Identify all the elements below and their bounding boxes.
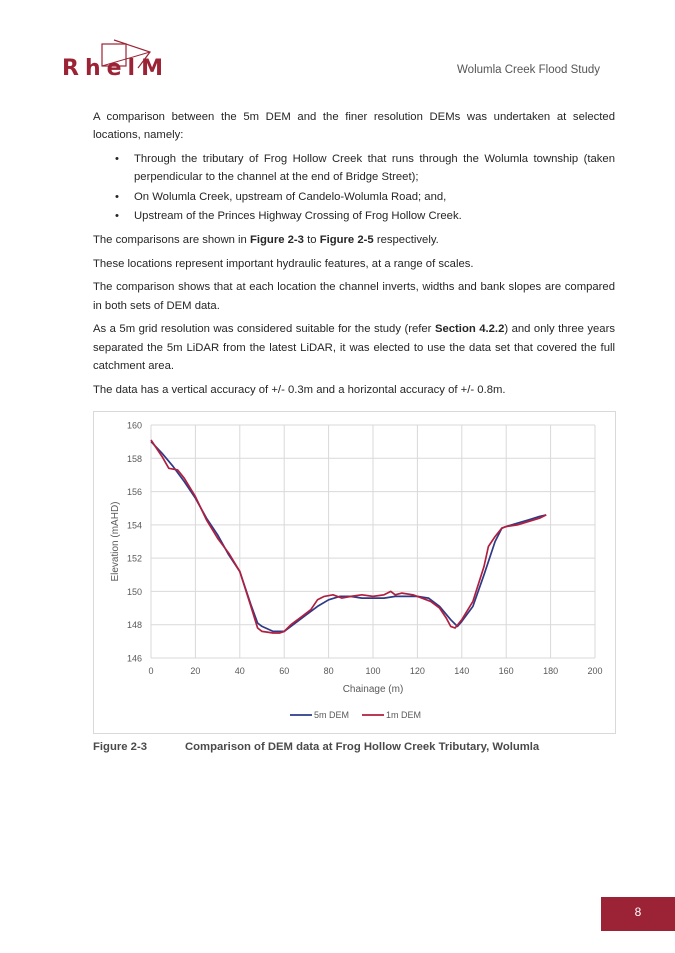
x-tick-label: 100 — [365, 666, 381, 676]
y-tick-label: 152 — [126, 553, 142, 564]
figure-number: Figure 2-3 — [93, 741, 147, 753]
text-run: ) and only three years separated the 5m LiDAR from the latest LiDAR, it was elected to use the data set that covered the full catchment area. — [93, 323, 615, 373]
text-run: As a 5m grid resolution was considered suitable for the study (refer — [93, 323, 435, 336]
page-number: 8 — [601, 897, 675, 931]
paragraph-intro: A comparison between the 5m DEM and the finer resolution DEMs was undertaken at selected locations, namely: — [93, 111, 615, 142]
y-tick-label: 158 — [126, 453, 142, 464]
paragraph-locations: These locations represent important hydraulic features, at a range of scales. — [93, 257, 474, 270]
legend-label: 1m DEM — [386, 710, 422, 720]
list-item-text: Upstream of the Princes Highway Crossing of Frog Hollow Creek. — [134, 209, 462, 222]
elevation-chart — [94, 412, 615, 733]
y-tick-label: 154 — [126, 520, 142, 531]
paragraph-resolution — [93, 320, 615, 375]
x-tick-label: 40 — [234, 666, 245, 676]
text-run: to — [303, 233, 320, 246]
bullet-icon: • — [115, 209, 119, 222]
x-tick-label: 80 — [323, 666, 334, 676]
x-axis-label: Chainage (m) — [342, 684, 404, 695]
logo-text: RhelM — [62, 56, 169, 81]
paragraph-figure-ref — [93, 231, 615, 249]
body-text — [93, 108, 615, 405]
figure-link-2-5[interactable]: Figure 2-5 — [319, 233, 374, 246]
text-run: respectively. — [373, 233, 439, 246]
list-item — [93, 207, 615, 225]
location-list — [93, 150, 615, 225]
text-run: The comparisons are shown in — [93, 233, 250, 246]
y-tick-label: 160 — [126, 420, 142, 431]
x-tick-label: 20 — [190, 666, 201, 676]
legend-label: 5m DEM — [314, 710, 350, 720]
series-line-5m-dem — [151, 442, 546, 632]
x-tick-label: 140 — [454, 666, 470, 676]
document-title: Wolumla Creek Flood Study — [457, 64, 600, 76]
x-tick-label: 160 — [498, 666, 514, 676]
list-item — [93, 188, 615, 206]
bullet-icon: • — [115, 153, 119, 166]
series-line-1m-dem — [151, 440, 546, 633]
y-tick-label: 156 — [126, 487, 142, 498]
x-tick-label: 200 — [587, 666, 603, 676]
list-item — [93, 150, 615, 187]
figure-title: Comparison of DEM data at Frog Hollow Creek Tributary, Wolumla — [185, 741, 540, 753]
x-tick-label: 0 — [148, 666, 154, 676]
bullet-icon: • — [115, 190, 119, 203]
y-tick-label: 146 — [126, 653, 142, 664]
x-tick-label: 60 — [279, 666, 290, 676]
chart-frame — [93, 411, 616, 734]
x-tick-label: 180 — [543, 666, 559, 676]
list-item-text: Through the tributary of Frog Hollow Creek that runs through the Wolumla township (taken perpendicular to the channel at the end of Bridge Street); — [134, 153, 615, 184]
paragraph-comparison: The comparison shows that at each location the channel inverts, widths and bank slopes are compared in both sets of DEM data. — [93, 281, 615, 312]
list-item-text: On Wolumla Creek, upstream of Candelo-Wolumla Road; and, — [134, 190, 447, 203]
paragraph-accuracy: The data has a vertical accuracy of +/- 0.3m and a horizontal accuracy of +/- 0.8m. — [93, 383, 506, 396]
section-link-4-2-2[interactable]: Section 4.2.2 — [434, 323, 505, 336]
y-tick-label: 148 — [126, 620, 142, 631]
company-logo — [62, 38, 182, 82]
y-axis-label: Elevation (mAHD) — [110, 501, 121, 582]
figure-link-2-3[interactable]: Figure 2-3 — [249, 233, 304, 246]
figure-caption — [93, 741, 539, 753]
y-tick-label: 150 — [126, 586, 142, 597]
x-tick-label: 120 — [409, 666, 425, 676]
